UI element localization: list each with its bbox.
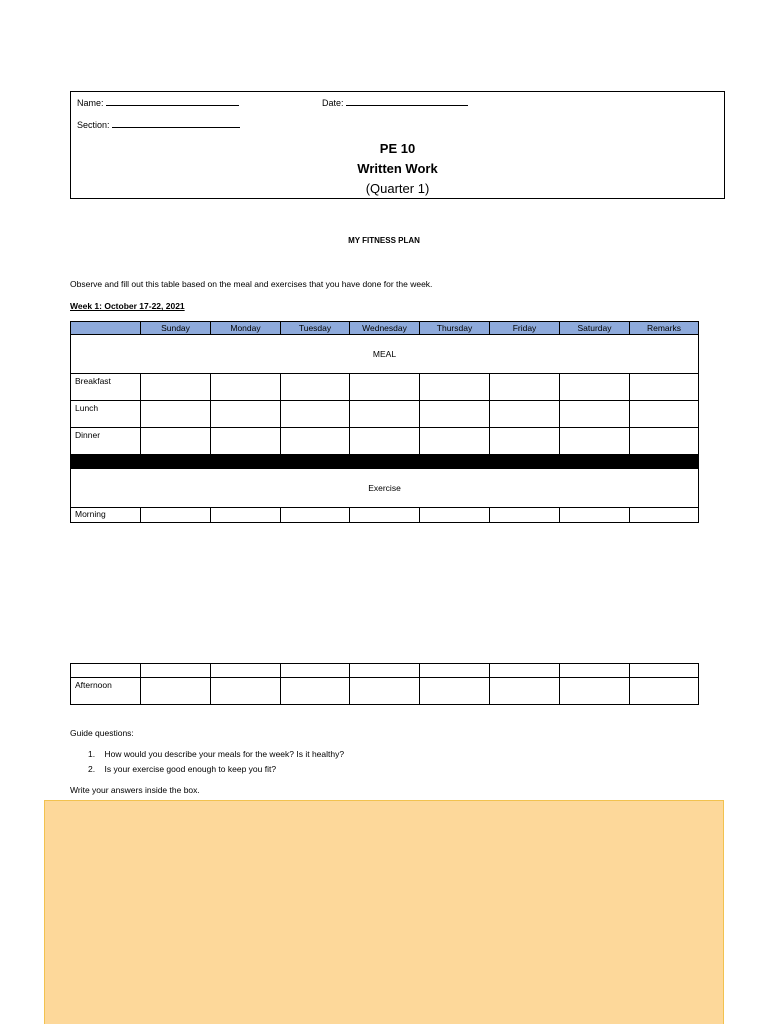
- entry-cell[interactable]: [560, 678, 630, 705]
- name-line[interactable]: [106, 97, 239, 106]
- entry-cell[interactable]: [281, 374, 350, 401]
- entry-cell[interactable]: [141, 401, 211, 428]
- entry-cell[interactable]: [281, 428, 350, 455]
- row-label-breakfast: Breakfast: [71, 374, 141, 401]
- entry-cell[interactable]: [490, 428, 560, 455]
- table-row: [71, 678, 699, 705]
- section-label: Section:: [77, 120, 110, 130]
- entry-cell[interactable]: [141, 664, 211, 678]
- column-header: Remarks: [630, 322, 699, 335]
- entry-cell[interactable]: [281, 678, 350, 705]
- date-label: Date:: [322, 98, 344, 108]
- instructions: Observe and fill out this table based on the meal and exercises that you have done for the week.: [70, 279, 433, 289]
- table-row: [71, 401, 699, 428]
- table-row: [71, 374, 699, 401]
- table-row: [71, 428, 699, 455]
- entry-cell[interactable]: [141, 678, 211, 705]
- entry-cell[interactable]: [490, 678, 560, 705]
- entry-cell[interactable]: [350, 664, 420, 678]
- fitness-table-continued: [70, 663, 699, 705]
- section-line[interactable]: [112, 119, 240, 128]
- entry-cell[interactable]: [141, 508, 211, 523]
- fitness-table: [70, 321, 699, 523]
- column-header: Thursday: [420, 322, 490, 335]
- guide-heading: Guide questions:: [70, 728, 134, 738]
- entry-cell[interactable]: [490, 664, 560, 678]
- entry-cell[interactable]: [141, 428, 211, 455]
- row-label-afternoon: Afternoon: [71, 678, 141, 705]
- section-field[interactable]: [77, 119, 240, 130]
- entry-cell[interactable]: [630, 428, 699, 455]
- entry-cell[interactable]: [560, 401, 630, 428]
- entry-cell[interactable]: [141, 374, 211, 401]
- header-box: [70, 91, 725, 199]
- entry-cell[interactable]: [211, 678, 281, 705]
- question-2: [88, 764, 276, 774]
- date-field[interactable]: [322, 97, 468, 108]
- row-label-dinner: Dinner: [71, 428, 141, 455]
- date-line[interactable]: [346, 97, 468, 106]
- entry-cell[interactable]: [420, 508, 490, 523]
- entry-cell[interactable]: [211, 374, 281, 401]
- entry-cell[interactable]: [71, 664, 141, 678]
- entry-cell[interactable]: [630, 374, 699, 401]
- name-field[interactable]: [77, 97, 239, 108]
- entry-cell[interactable]: [211, 428, 281, 455]
- entry-cell[interactable]: [560, 664, 630, 678]
- entry-cell[interactable]: [630, 678, 699, 705]
- answer-box[interactable]: [44, 800, 724, 1024]
- column-header: Wednesday: [350, 322, 420, 335]
- row-label-lunch: Lunch: [71, 401, 141, 428]
- entry-cell[interactable]: [630, 664, 699, 678]
- document-subtitle: Written Work: [357, 161, 438, 176]
- entry-cell[interactable]: [490, 401, 560, 428]
- meal-section-label: MEAL: [71, 335, 699, 374]
- separator-row: [71, 455, 699, 469]
- entry-cell[interactable]: [281, 664, 350, 678]
- exercise-section-label: Exercise: [71, 469, 699, 508]
- plan-title: MY FITNESS PLAN: [348, 236, 420, 245]
- column-header: Sunday: [141, 322, 211, 335]
- table-header-row: [71, 322, 699, 335]
- entry-cell[interactable]: [560, 508, 630, 523]
- entry-cell[interactable]: [490, 374, 560, 401]
- entry-cell[interactable]: [630, 508, 699, 523]
- entry-cell[interactable]: [630, 401, 699, 428]
- question-number: 2.: [88, 764, 96, 774]
- entry-cell[interactable]: [420, 401, 490, 428]
- exercise-section-row: [71, 469, 699, 508]
- entry-cell[interactable]: [211, 401, 281, 428]
- entry-cell[interactable]: [350, 508, 420, 523]
- quarter-label: (Quarter 1): [365, 181, 430, 196]
- column-header: Saturday: [560, 322, 630, 335]
- week-label: Week 1: October 17-22, 2021: [70, 301, 185, 311]
- entry-cell[interactable]: [350, 401, 420, 428]
- row-label-morning: Morning: [71, 508, 141, 523]
- question-1: [88, 749, 344, 759]
- column-header: Friday: [490, 322, 560, 335]
- entry-cell[interactable]: [350, 678, 420, 705]
- write-instruction: Write your answers inside the box.: [70, 785, 200, 795]
- entry-cell[interactable]: [560, 428, 630, 455]
- table-row: [71, 508, 699, 523]
- table-row: [71, 664, 699, 678]
- entry-cell[interactable]: [350, 428, 420, 455]
- question-text: How would you describe your meals for the week? Is it healthy?: [104, 749, 345, 759]
- header-blank-cell: [71, 322, 141, 335]
- meal-section-row: [71, 335, 699, 374]
- name-label: Name:: [77, 98, 104, 108]
- entry-cell[interactable]: [211, 508, 281, 523]
- column-header: Monday: [211, 322, 281, 335]
- entry-cell[interactable]: [211, 664, 281, 678]
- entry-cell[interactable]: [350, 374, 420, 401]
- document-title: PE 10: [379, 141, 416, 156]
- column-header: Tuesday: [281, 322, 350, 335]
- entry-cell[interactable]: [560, 374, 630, 401]
- entry-cell[interactable]: [490, 508, 560, 523]
- entry-cell[interactable]: [420, 374, 490, 401]
- entry-cell[interactable]: [420, 678, 490, 705]
- entry-cell[interactable]: [281, 508, 350, 523]
- question-text: Is your exercise good enough to keep you fit?: [104, 764, 277, 774]
- entry-cell[interactable]: [281, 401, 350, 428]
- entry-cell[interactable]: [420, 664, 490, 678]
- question-number: 1.: [88, 749, 96, 759]
- entry-cell[interactable]: [420, 428, 490, 455]
